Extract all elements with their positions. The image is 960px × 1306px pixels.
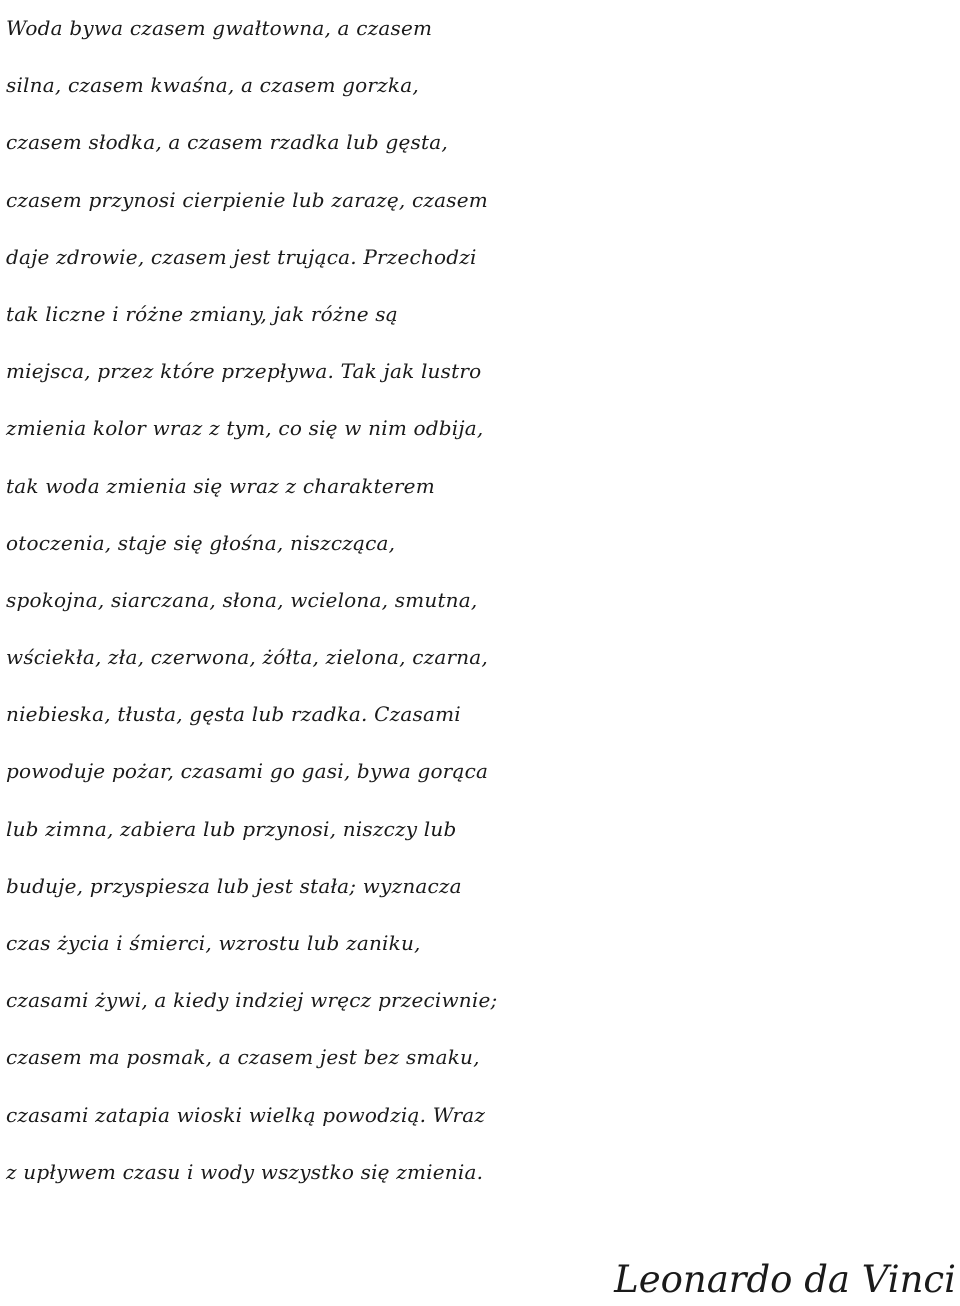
- quote-line: czasem ma posmak, a czasem jest bez smaku,: [6, 1045, 480, 1070]
- quote-line: tak woda zmienia się wraz z charakterem: [6, 473, 435, 498]
- quote-line: Woda bywa czasem gwałtowna, a czasem: [6, 16, 433, 40]
- quote-line: silna, czasem kwaśna, a czasem gorzka,: [6, 73, 419, 98]
- quote-author: Leonardo da Vinci: [614, 1258, 956, 1301]
- quote-line: tak liczne i różne zmiany, jak różne są: [6, 301, 398, 326]
- quote-line: z upływem czasu i wody wszystko się zmienia.: [6, 1159, 484, 1184]
- quote-line: czasem przynosi cierpienie lub zarazę, czasem: [6, 187, 488, 212]
- quote-line: czasami zatapia wioski wielką powodzią. Wraz: [6, 1102, 486, 1127]
- quote-line: buduje, przyspiesza lub jest stała; wyznacza: [6, 873, 462, 898]
- quote-line: lub zimna, zabiera lub przynosi, niszczy lub: [6, 816, 457, 841]
- quote-line: otoczenia, staje się głośna, niszcząca,: [6, 530, 396, 555]
- quote-line: niebieska, tłusta, gęsta lub rzadka. Czasami: [6, 702, 461, 727]
- quote-line: czasem słodka, a czasem rzadka lub gęsta,: [6, 130, 448, 155]
- quote-line: zmienia kolor wraz z tym, co się w nim odbija,: [6, 416, 484, 441]
- quote-line: spokojna, siarczana, słona, wcielona, smutna,: [6, 587, 478, 612]
- quote-line: powoduje pożar, czasami go gasi, bywa gorąca: [6, 759, 489, 784]
- quote-line: czasami żywi, a kiedy indziej wręcz przeciwnie;: [6, 988, 498, 1013]
- quote-line: daje zdrowie, czasem jest trująca. Przechodzi: [6, 244, 477, 269]
- quote-text: [6, 0, 960, 1201]
- quote-line: wściekła, zła, czerwona, żółta, zielona, czarna,: [6, 645, 488, 670]
- quote-line: miejsca, przez które przepływa. Tak jak lustro: [6, 359, 482, 384]
- quote-line: czas życia i śmierci, wzrostu lub zaniku,: [6, 931, 421, 955]
